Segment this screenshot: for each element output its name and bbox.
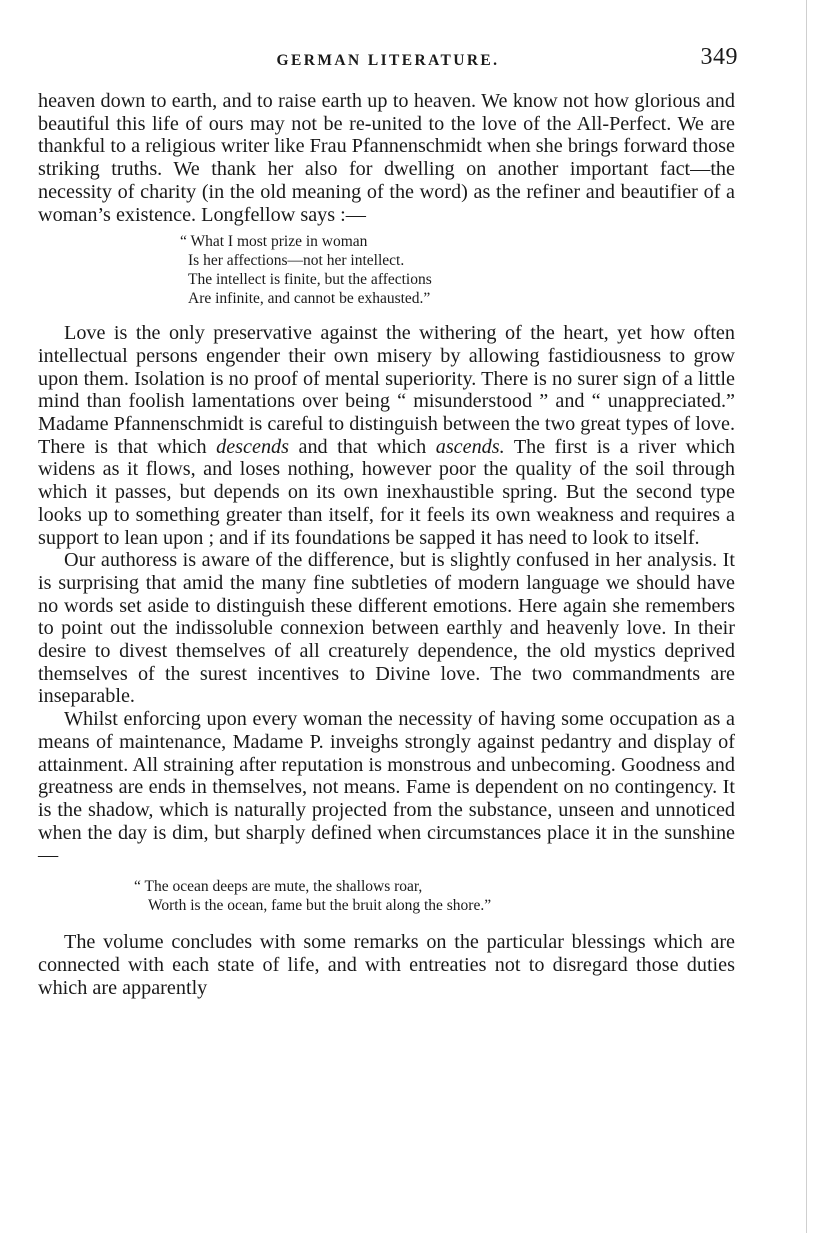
paragraph-5: The volume concludes with some remarks on the particular blessings which are connected with each state of life, and with entreaties not to disregard those duties which are apparently: [38, 931, 735, 999]
emphasis-descends: descends: [216, 435, 289, 458]
page-number: 349: [700, 44, 738, 70]
paragraph-2-text-c: The first is a river which widens as it flows, and loses nothing, however poor the quality of the soil through which it passes, but depends on its own inexhaustible spring. But the second type looks up to something greater than itself, for it feels its own weakness and requires a support to lean upon ; and if its foundations be sapped it has need to look to itself.: [38, 435, 736, 549]
paragraph-3: Our authoress is aware of the difference, but is slightly confused in her analysis. It is surprising that amid the many fine subtleties of modern language we should have no words set aside to distinguish these different emotions. Here again she remembers to point out the indissoluble connexion between earthly and heavenly love. In their desire to divest themselves of all creaturely dependence, the old mystics deprived themselves of the surest incentives to Divine love. The two commandments are inseparable.: [38, 549, 735, 708]
quote-line-2: Is her affections—not her intellect.: [188, 252, 405, 270]
paragraph-1: heaven down to earth, and to raise earth up to heaven. We know not how glorious and beautiful this life of ours may not be re-united to the love of the All-Perfect. We are thankful to a religious writer like Frau Pfannenschmidt when she brings forward those striking truths. We thank her also for dwelling on another important fact—the necessity of charity (in the old meaning of the word) as the refiner and beautifier of a woman’s existence. Longfellow says :—: [38, 90, 735, 226]
page-header: [38, 44, 738, 74]
paragraph-2: [38, 322, 735, 549]
quote-line-3: The intellect is finite, but the affections: [188, 271, 432, 289]
quote-line-4: Are infinite, and cannot be exhausted.”: [188, 290, 431, 308]
ocean-quote-line-1: “ The ocean deeps are mute, the shallows roar,: [134, 878, 423, 896]
quote-line-1: “ What I most prize in woman: [180, 233, 368, 251]
paragraph-4: Whilst enforcing upon every woman the necessity of having some occupation as a means of maintenance, Madame P. inveighs strongly against pedantry and display of attainment. All straining after reputation is monstrous and unbecoming. Goodness and greatness are ends in themselves, not means. Fame is dependent on no contingency. It is the shadow, which is naturally projected from the substance, unseen and unnoticed when the day is dim, but sharply defined when circumstances place it in the sunshine—: [38, 708, 735, 867]
running-title: GERMAN LITERATURE.: [276, 52, 500, 69]
paragraph-2-text-a: Love is the only preservative against the withering of the heart, yet how often intellectual persons engender their own misery by allowing fastidiousness to grow upon them. Isolation is no proof of mental superiority. There is no surer sign of a little mind than foolish lamentations over being “ misunderstood ” and “ unappreciated.” Madame Pfannenschmidt is careful to distinguish between the two great types of love. There is that which: [38, 322, 735, 458]
emphasis-ascends: ascends.: [435, 435, 505, 458]
page-edge-rule: [806, 0, 807, 1233]
longfellow-quote: [38, 232, 735, 308]
paragraph-2-text-b: and that which: [298, 435, 427, 458]
ocean-quote-line-2: Worth is the ocean, fame but the bruit along the shore.”: [148, 897, 492, 915]
ocean-quote: [38, 877, 735, 915]
body-text: [38, 90, 735, 999]
